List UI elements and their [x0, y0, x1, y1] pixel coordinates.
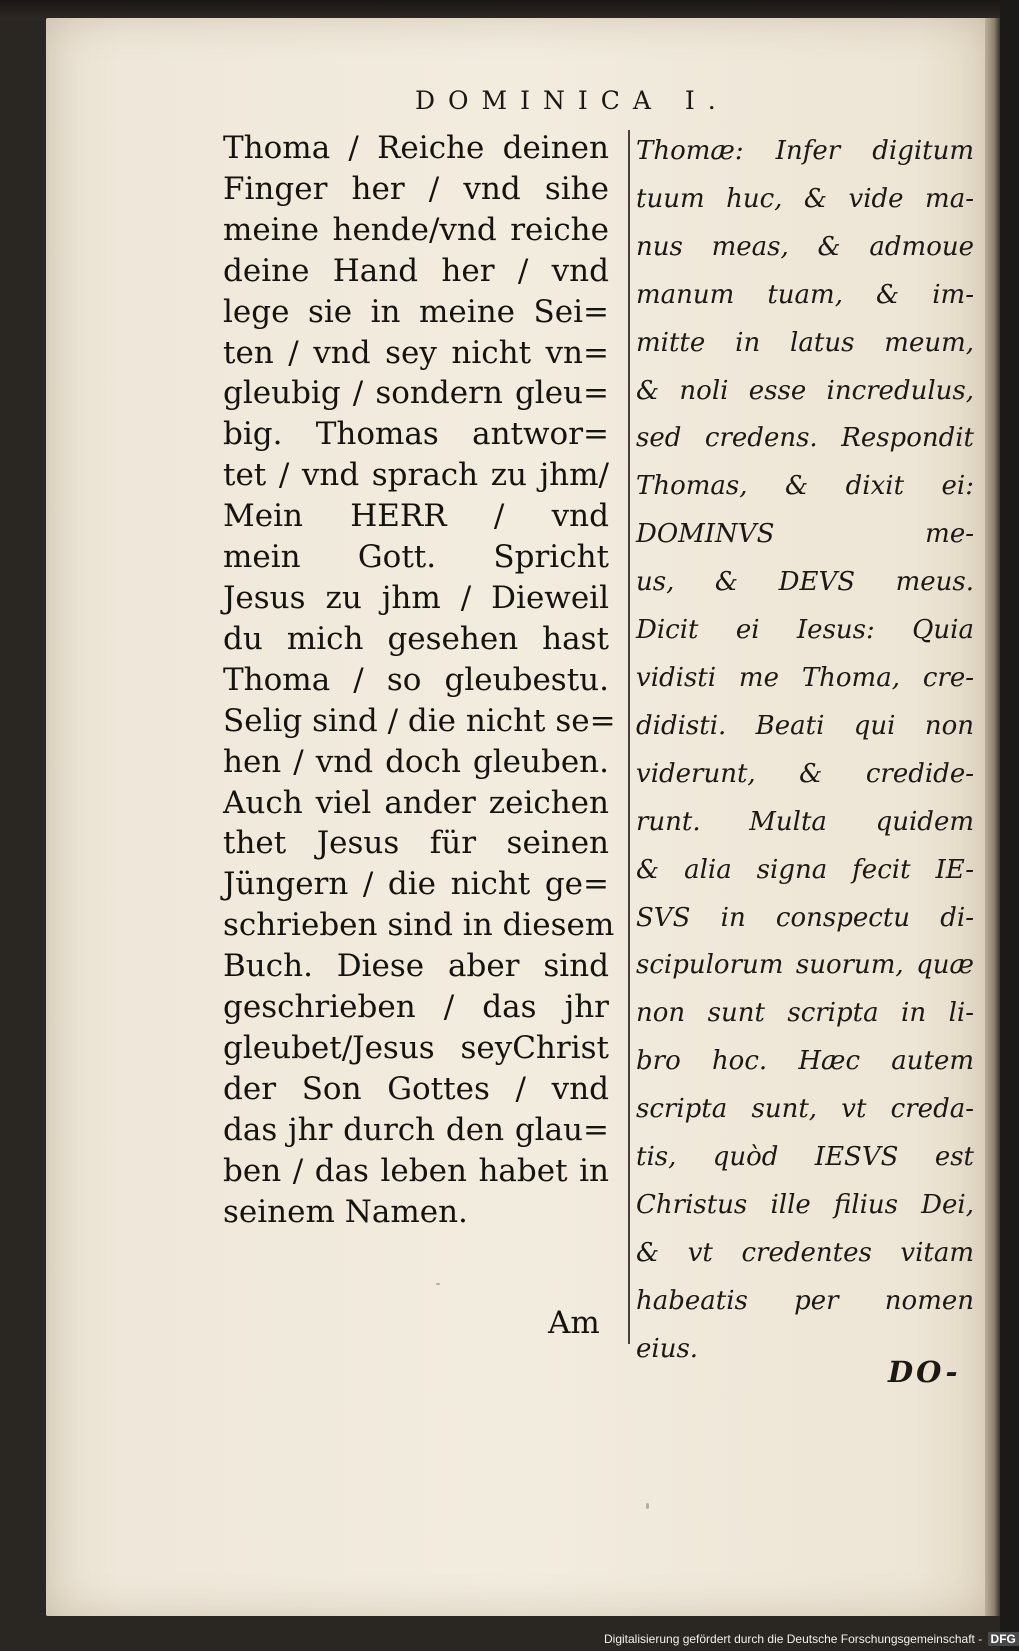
latin-line: habeatis per nomen	[636, 1285, 974, 1316]
german-line: der Son Gottes / vnd	[223, 1070, 609, 1107]
latin-line: SVS in conspectu di-	[636, 902, 974, 933]
german-line: meine hende/vnd reiche	[223, 211, 609, 248]
latin-line: & vt credentes vitam	[636, 1237, 974, 1268]
german-line: seinem Namen.	[223, 1193, 468, 1230]
german-line: Thoma / Reiche deinen	[223, 130, 609, 166]
latin-catchword: DO-	[888, 1355, 961, 1389]
latin-line: eius.	[636, 1333, 699, 1364]
latin-line: mitte in latus meum,	[636, 327, 974, 358]
latin-line: tuum huc, & vide ma-	[636, 183, 974, 214]
latin-line: scipulorum suorum, quæ	[636, 950, 974, 981]
german-line: deine Hand her / vnd	[223, 252, 609, 289]
german-catchword: Am	[548, 1305, 600, 1341]
german-line: Buch. Diese aber sind	[223, 948, 609, 985]
latin-line: non sunt scripta in li-	[636, 998, 974, 1029]
german-text-column	[223, 128, 616, 1232]
german-line: Selig sind / die nicht se=	[223, 702, 616, 739]
german-line: das jhr durch den glau=	[223, 1111, 609, 1148]
german-line: du mich gesehen hast	[223, 620, 609, 657]
german-line: ben / das leben habet in	[223, 1152, 609, 1189]
german-line: schrieben sind in diesem	[223, 907, 615, 944]
german-line: gleubet/Jesus seyChrist	[223, 1029, 609, 1066]
latin-line: Thomas, & dixit ei:	[636, 471, 974, 502]
latin-line: & alia signa fecit IE-	[636, 854, 974, 885]
german-line: big. Thomas antwor=	[223, 416, 609, 453]
latin-line: & noli esse incredulus,	[636, 375, 974, 406]
page-edge	[985, 18, 1000, 1616]
latin-text-column	[636, 128, 974, 1374]
latin-line: Thomæ: Infer digitum	[636, 136, 974, 166]
latin-line: us, & DEVS meus.	[636, 567, 974, 598]
latin-line: manum tuam, & im-	[636, 279, 974, 310]
latin-line: runt. Multa quidem	[636, 806, 974, 837]
german-line: Auch viel ander zeichen	[223, 784, 609, 821]
paper-speck	[436, 1283, 440, 1285]
german-line: ten / vnd sey nicht vn=	[223, 334, 609, 371]
latin-line: tis, quòd IESVS est	[636, 1142, 974, 1173]
german-line: hen / vnd doch gleuben.	[223, 743, 609, 780]
column-divider	[628, 130, 630, 1344]
latin-line: Dicit ei Iesus: Quia	[636, 615, 974, 646]
latin-line: DOMINVS me-	[636, 519, 974, 550]
german-line: Thoma / so gleubestu.	[223, 661, 609, 698]
german-line: thet Jesus für seinen	[223, 825, 609, 862]
german-line: Jüngern / die nicht ge=	[223, 866, 609, 903]
german-line: Finger her / vnd sihe	[223, 170, 609, 207]
credit-text: Digitalisierung gefördert durch die Deutsche Forschungsgemeinschaft -	[604, 1632, 983, 1646]
latin-line: vidisti me Thoma, cre-	[636, 662, 974, 693]
latin-line: bro hoc. Hæc autem	[636, 1046, 974, 1077]
german-line: tet / vnd sprach zu jhm/	[223, 457, 609, 494]
german-line: Jesus zu jhm / Dieweil	[223, 579, 609, 616]
latin-line: didisti. Beati qui non	[636, 710, 974, 741]
latin-line: sed credens. Respondit	[636, 423, 974, 454]
paper-speck	[646, 1503, 649, 1509]
running-head: DOMINICA I.	[415, 86, 729, 115]
book-top-edge	[0, 0, 1000, 20]
latin-line: viderunt, & credide-	[636, 758, 974, 789]
latin-line: scripta sunt, vt creda-	[636, 1094, 974, 1125]
german-line: Mein HERR / vnd	[223, 498, 609, 535]
german-line: geschrieben / das jhr	[223, 989, 609, 1026]
latin-line: nus meas, & admoue	[636, 231, 974, 262]
german-line: lege sie in meine Sei=	[223, 293, 609, 330]
digitization-credit	[604, 1632, 1016, 1646]
latin-line: Christus ille filius Dei,	[636, 1189, 974, 1220]
dfg-logo: DFG	[988, 1632, 1019, 1646]
german-line: mein Gott. Spricht	[223, 539, 609, 576]
german-line: gleubig / sondern gleu=	[223, 375, 609, 412]
